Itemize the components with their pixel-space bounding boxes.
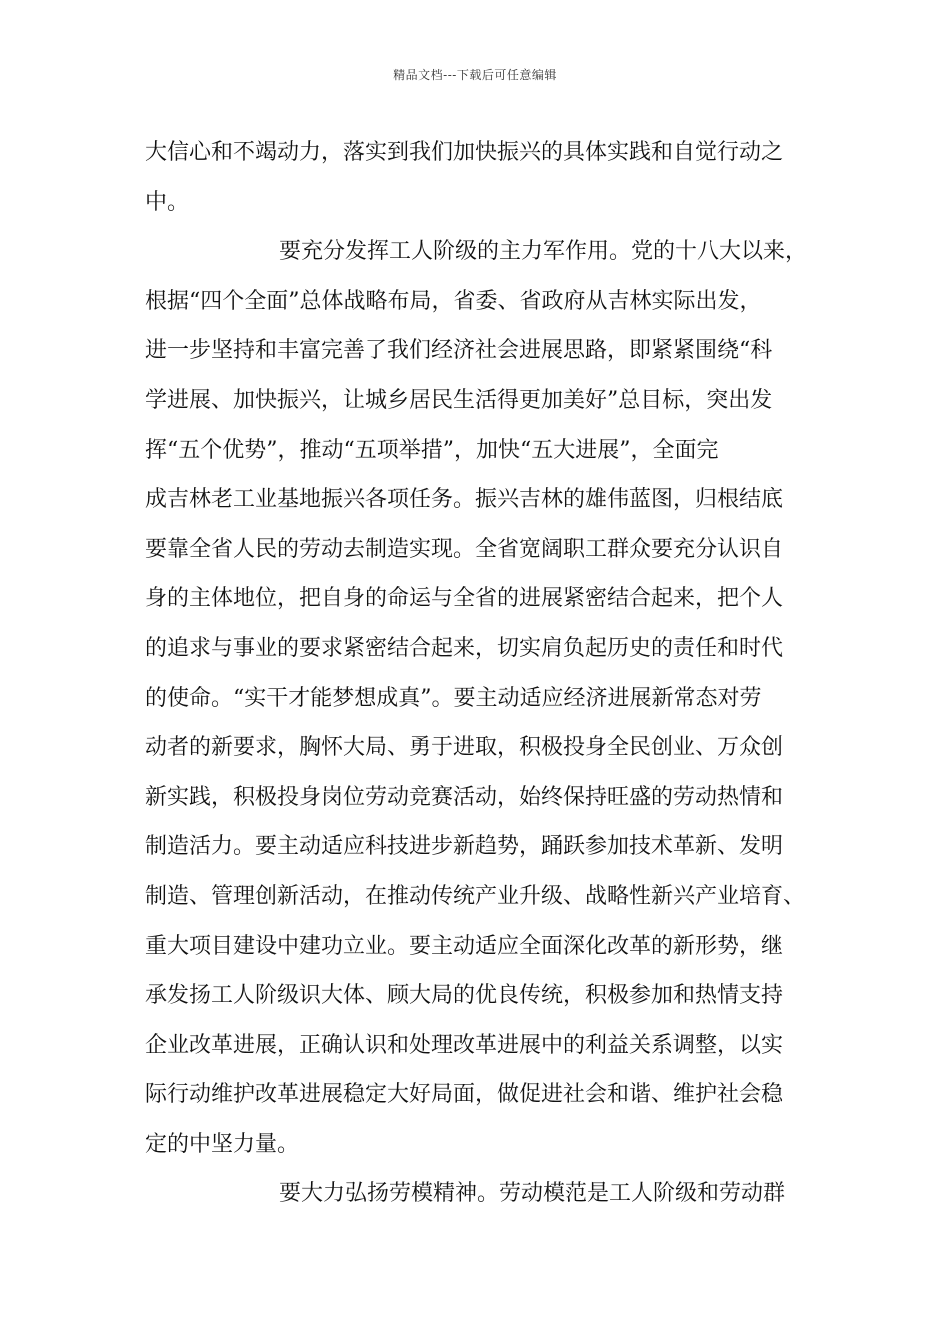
text-line: 成吉林老工业基地振兴各项任务。振兴吉林的雄伟蓝图，归根结底: [145, 487, 784, 513]
text-line: 的使命。“实干才能梦想成真”。要主动适应经济进展新常态对劳: [145, 685, 762, 711]
text-line: 挥“五个优势”，推动“五项举措”，加快“五大进展”，全面完: [145, 437, 719, 463]
text-line: 的追求与事业的要求紧密结合起来，切实肩负起历史的责任和时代: [145, 635, 784, 661]
text-line: 新实践，积极投身岗位劳动竞赛活动，始终保持旺盛的劳动热情和: [145, 784, 784, 810]
text-line: 际行动维护改革进展稳定大好局面，做促进社会和谐、维护社会稳: [145, 1082, 784, 1108]
paragraph-start-line: 要充分发挥工人阶级的主力军作用。党的十八大以来，: [279, 239, 808, 265]
text-line: 大信心和不竭动力，落实到我们加快振兴的具体实践和自觉行动之: [145, 140, 784, 165]
text-line: 承发扬工人阶级识大体、顾大局的优良传统，积极参加和热情支持: [145, 983, 784, 1009]
text-line: 制造活力。要主动适应科技进步新趋势，踊跃参加技术革新、发明: [145, 834, 784, 860]
text-line: 定的中坚力量。: [145, 1131, 300, 1157]
paragraph-start-line: 要大力弘扬劳模精神。劳动模范是工人阶级和劳动群: [279, 1181, 786, 1207]
text-line: 动者的新要求，胸怀大局、勇于进取，积极投身全民创业、万众创: [145, 735, 784, 761]
document-body: [145, 128, 810, 1219]
text-line: 企业改革进展，正确认识和处理改革进展中的利益关系调整，以实: [145, 1032, 784, 1058]
text-line: 学进展、加快振兴，让城乡居民生活得更加美好”总目标，突出发: [145, 387, 773, 413]
text-line: 进一步坚持和丰富完善了我们经济社会进展思路，即紧紧围绕“科: [145, 338, 773, 364]
text-line: 制造、管理创新活动，在推动传统产业升级、战略性新兴产业培育、: [145, 883, 806, 909]
text-line: 中。: [145, 189, 190, 215]
text-line: 要靠全省人民的劳动去制造实现。全省宽阔职工群众要充分认识自: [145, 536, 784, 562]
text-line: 重大项目建设中建功立业。要主动适应全面深化改革的新形势，继: [145, 933, 784, 959]
text-line: 身的主体地位，把自身的命运与全省的进展紧密结合起来，把个人: [145, 586, 784, 612]
text-line: 根据“四个全面”总体战略布局，省委、省政府从吉林实际出发，: [145, 288, 762, 314]
page-header: 精品文档---下载后可任意编辑: [393, 68, 557, 82]
